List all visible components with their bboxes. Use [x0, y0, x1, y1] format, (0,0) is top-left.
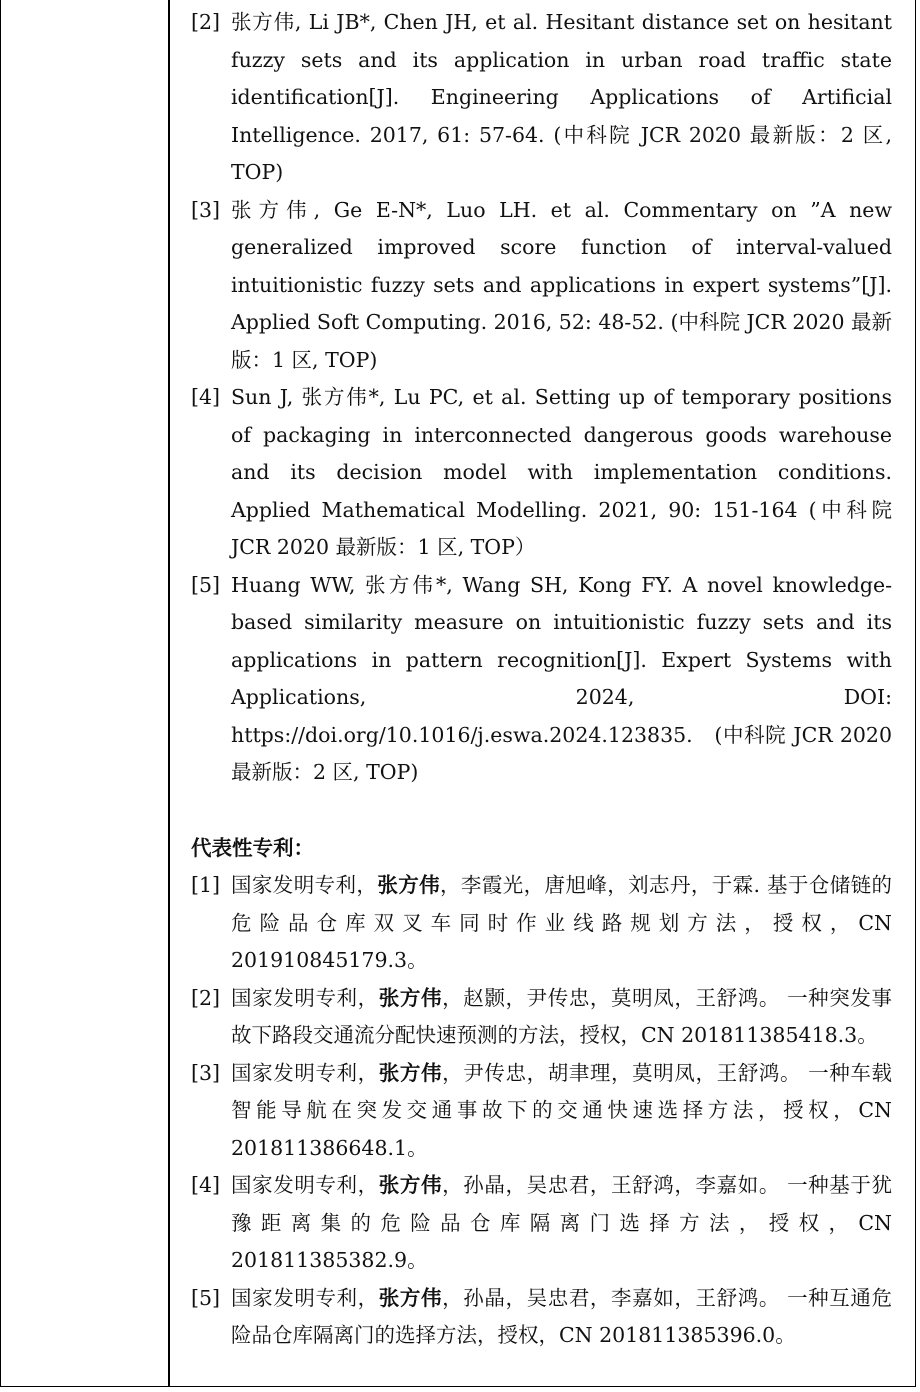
patent-author: 张方伟	[378, 1285, 443, 1310]
section-gap	[191, 792, 892, 830]
entry-text: Huang WW, 张方伟*, Wang SH, Kong FY. A novel knowledge-based similarity measure on intuitionistic fuzzy sets and its applications in pattern recognition[J]. Expert Systems with Applications, 2024, DOI: https://doi.org/10.1016/j.eswa.2024.123835. (中科院 JCR 2020 最新版：2 区, TOP)	[231, 572, 892, 784]
entry-text: Sun J, 张方伟*, Lu PC, et al. Setting up of temporary positions of packaging in interconnected dangerous goods warehouse and its decision model with implementation conditions. Applied Mathematical Modelling. 2021, 90: 151-164 (中科院 JCR 2020 最新版：1 区, TOP）	[231, 385, 892, 559]
patent-rest: ，赵颢，尹传忠，莫明凤，王舒鸿。 一种突发事故下路段交通流分配快速预测的方法，授权，CN 201811385418.3。	[231, 985, 893, 1047]
entry-number: [5]	[191, 1285, 221, 1310]
publication-entry	[191, 379, 892, 567]
content-cell	[191, 4, 892, 1355]
patent-prefix: 国家发明专利，	[231, 1060, 379, 1085]
patent-author: 张方伟	[377, 873, 441, 897]
patent-entry	[191, 980, 892, 1055]
patent-prefix: 国家发明专利，	[231, 1173, 379, 1197]
patent-entry	[191, 1280, 892, 1355]
entry-number: [1]	[191, 873, 221, 897]
entry-number: [4]	[191, 1173, 221, 1197]
patent-rest: ，孙晶，吴忠君，王舒鸿，李嘉如。 一种基于犹豫距离集的危险品仓库隔离门选择方法，授权，CN 201811385382.9。	[231, 1173, 893, 1272]
patent-entry	[191, 1055, 892, 1168]
patent-prefix: 国家发明专利，	[231, 985, 379, 1010]
entry-text: 张方伟, Li JB*, Chen JH, et al. Hesitant distance set on hesitant fuzzy sets and its application in urban road traffic state identification[J]. Engineering Applications of Artificial Intelligence. 2017, 61: 57-64. (中科院 JCR 2020 最新版：2 区, TOP)	[231, 10, 892, 184]
entry-number: [3]	[191, 197, 221, 222]
publication-entry	[191, 567, 892, 792]
patent-author: 张方伟	[378, 985, 443, 1010]
publication-entry	[191, 4, 892, 192]
patent-prefix: 国家发明专利，	[231, 1285, 379, 1310]
entry-number: [2]	[191, 985, 221, 1010]
patent-entry	[191, 1167, 892, 1280]
entry-number: [3]	[191, 1060, 221, 1085]
patent-prefix: 国家发明专利，	[231, 873, 378, 897]
entry-text: 张方伟, Ge E-N*, Luo LH. et al. Commentary on ”A new generalized improved score function of interval-valued intuitionistic fuzzy sets and applications in expert systems”[J]. Applied Soft Computing. 2016, 52: 48-52. (中科院 JCR 2020 最新版：1 区, TOP)	[231, 197, 893, 372]
column-divider	[168, 0, 170, 1387]
publication-entry	[191, 192, 892, 380]
entry-number: [5]	[191, 572, 221, 597]
entry-number: [2]	[191, 10, 221, 34]
patent-author: 张方伟	[378, 1060, 443, 1085]
patent-rest: ，孙晶，吴忠君，李嘉如，王舒鸿。 一种互通危险品仓库隔离门的选择方法，授权，CN 201811385396.0。	[231, 1285, 893, 1347]
patent-entry	[191, 867, 892, 980]
patent-rest: ，尹传忠，胡聿理，莫明凤，王舒鸿。 一种车载智能导航在突发交通事故下的交通快速选择方法，授权，CN 201811386648.1。	[231, 1060, 893, 1160]
patent-author: 张方伟	[378, 1173, 443, 1197]
patents-section-title: 代表性专利：	[191, 835, 314, 860]
patent-rest: ，李霞光，唐旭峰，刘志丹，于霖. 基于仓储链的危险品仓库双叉车同时作业线路规划方法，授权，CN 201910845179.3。	[231, 873, 892, 972]
entry-number: [4]	[191, 385, 221, 409]
